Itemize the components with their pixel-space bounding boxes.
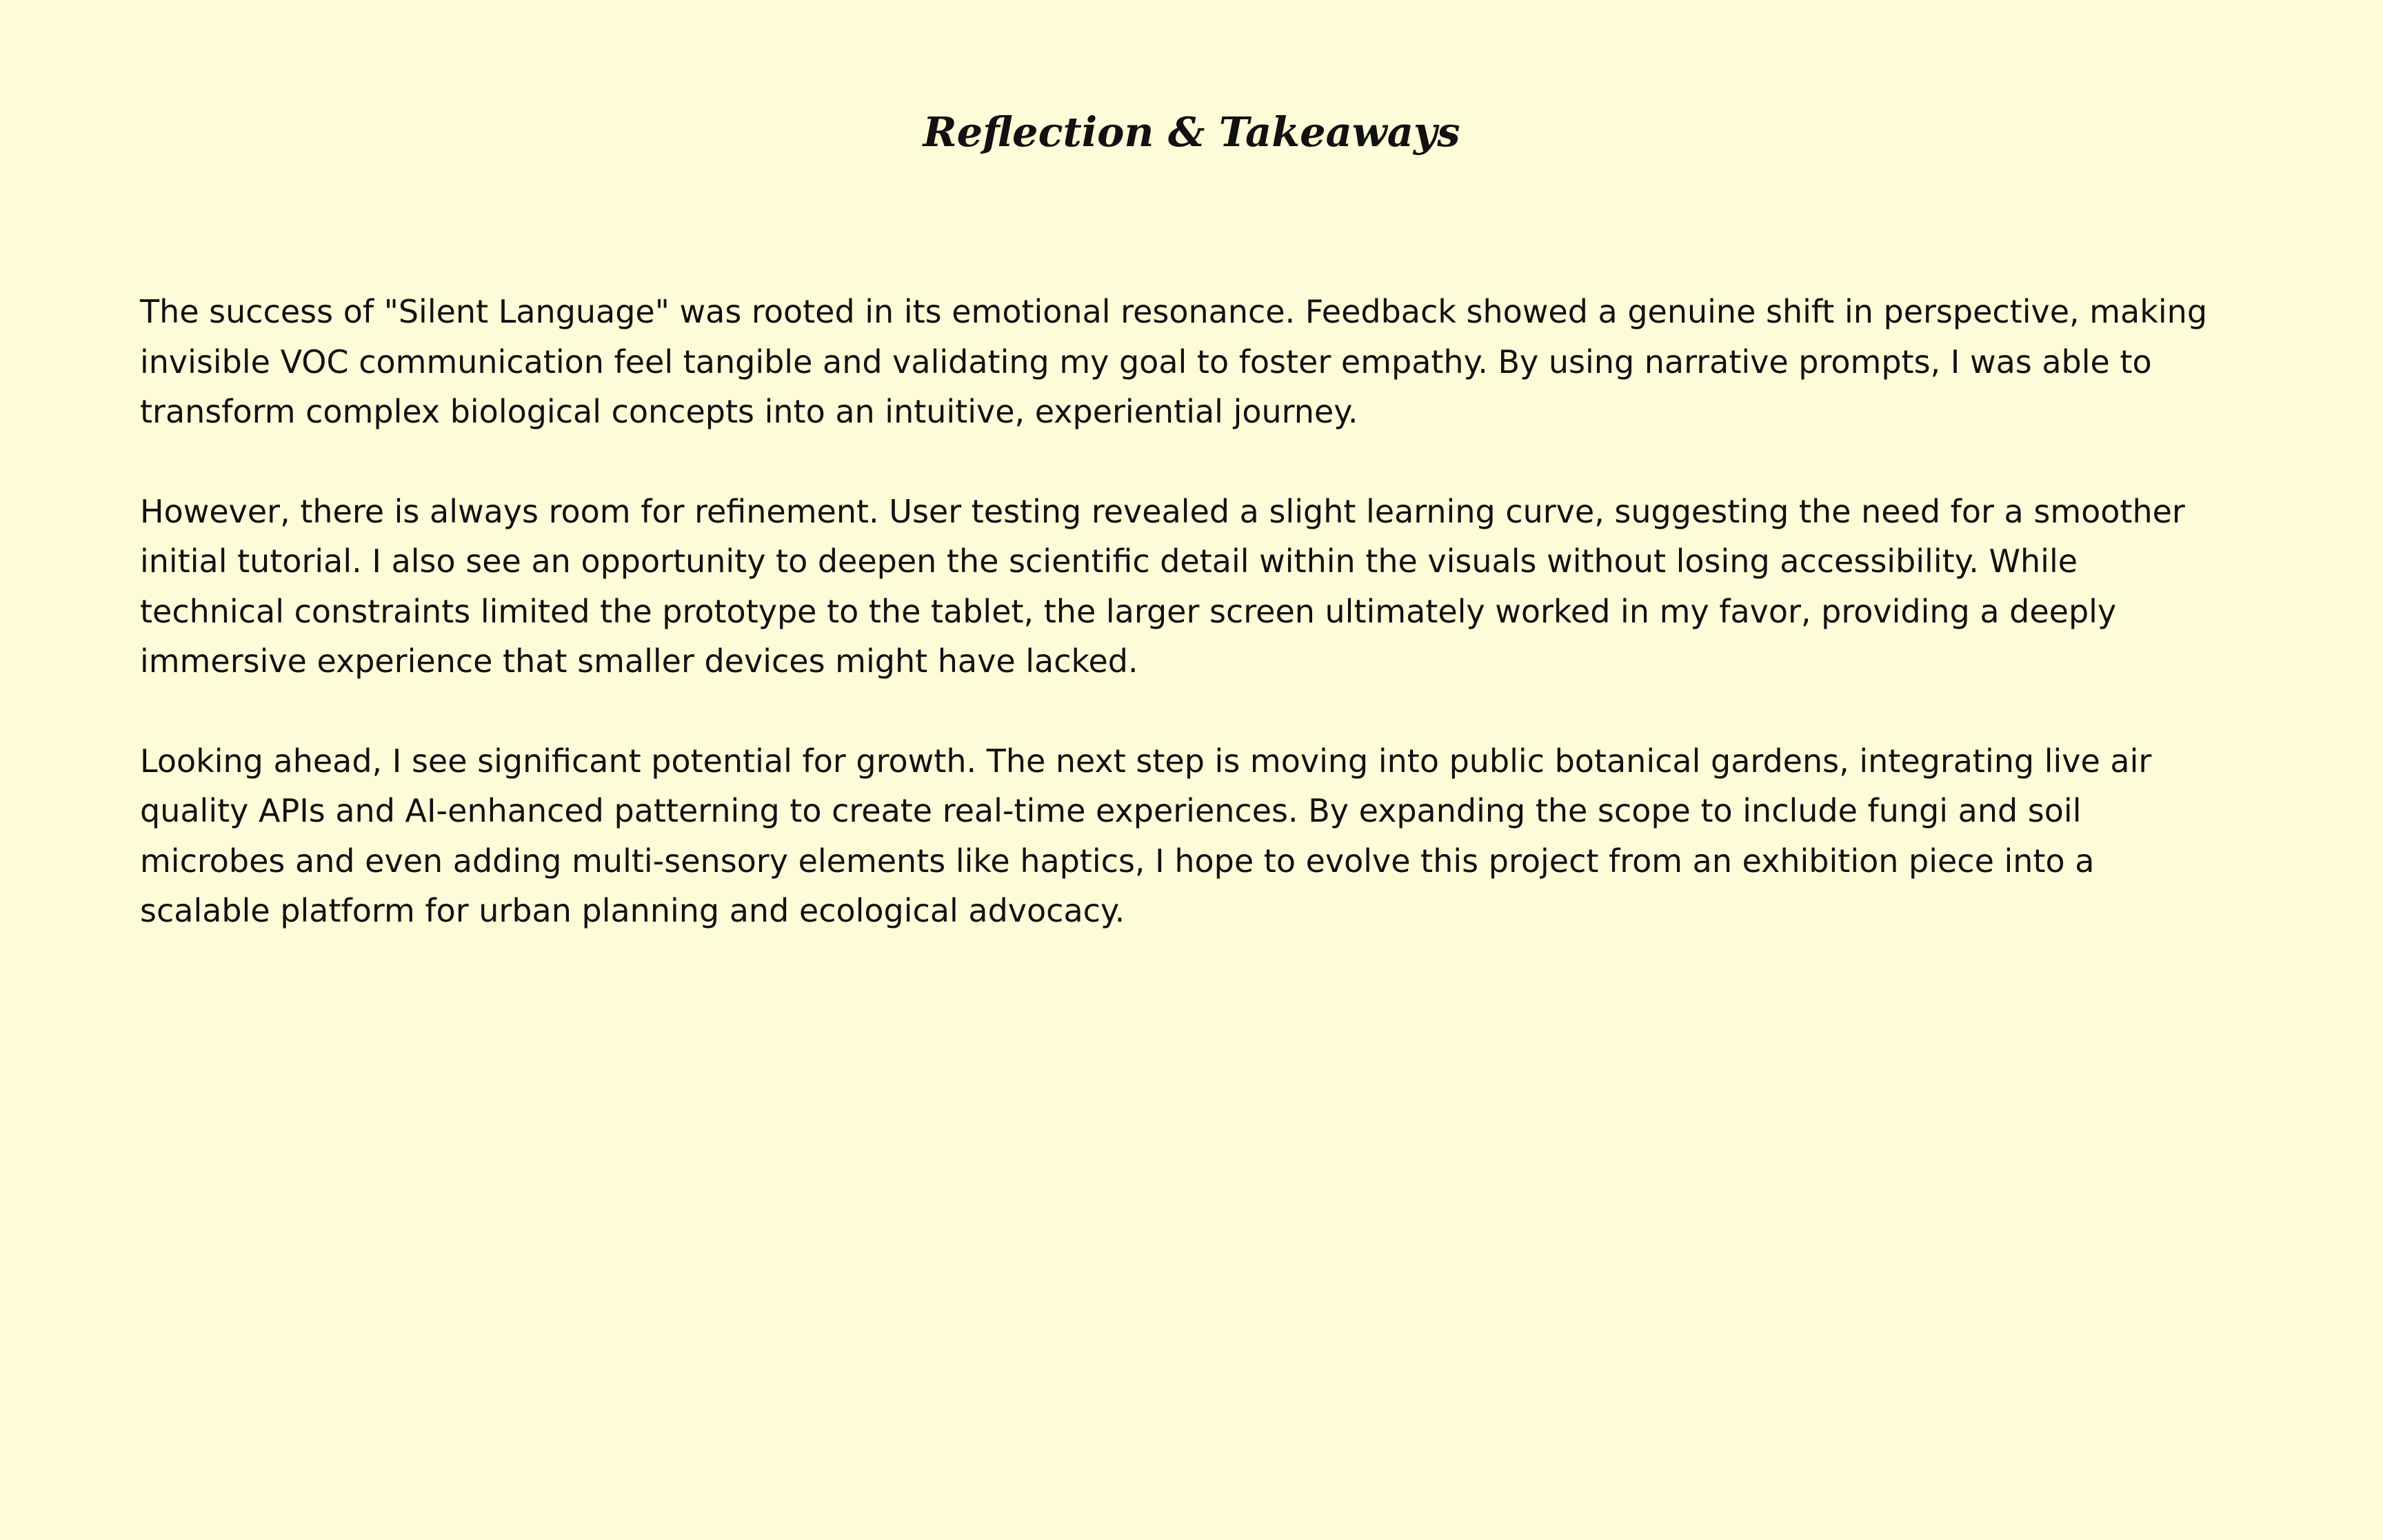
- reflection-body: [140, 287, 2215, 936]
- paragraph-success: The success of "Silent Language" was rooted in its emotional resonance. Feedback showed a genuine shift in perspective, making invisible VOC communication feel tangible and validating my goal to foster empathy. By using narrative prompts, I was able to transform complex biological concepts into an intuitive, experiential journey.: [140, 293, 2208, 430]
- paragraph-refinement: However, there is always room for refinement. User testing revealed a slight learning curve, suggesting the need for a smoother initial tutorial. I also see an opportunity to deepen the scientific detail within the visuals without losing accessibility. While technical constraints limited the prototype to the tablet, the larger screen ultimately worked in my favor, providing a deeply immersive experience that smaller devices might have lacked.: [140, 492, 2185, 680]
- paragraph-future-growth: Looking ahead, I see significant potential for growth. The next step is moving into public botanical gardens, integrating live air quality APIs and AI-enhanced patterning to create real-time experiences. By expanding the scope to include fungi and soil microbes and even adding multi-sensory elements like haptics, I hope to evolve this project from an exhibition piece into a scalable platform for urban planning and ecological advocacy.: [140, 742, 2152, 929]
- page-title: Reflection & Takeaways: [923, 108, 1460, 156]
